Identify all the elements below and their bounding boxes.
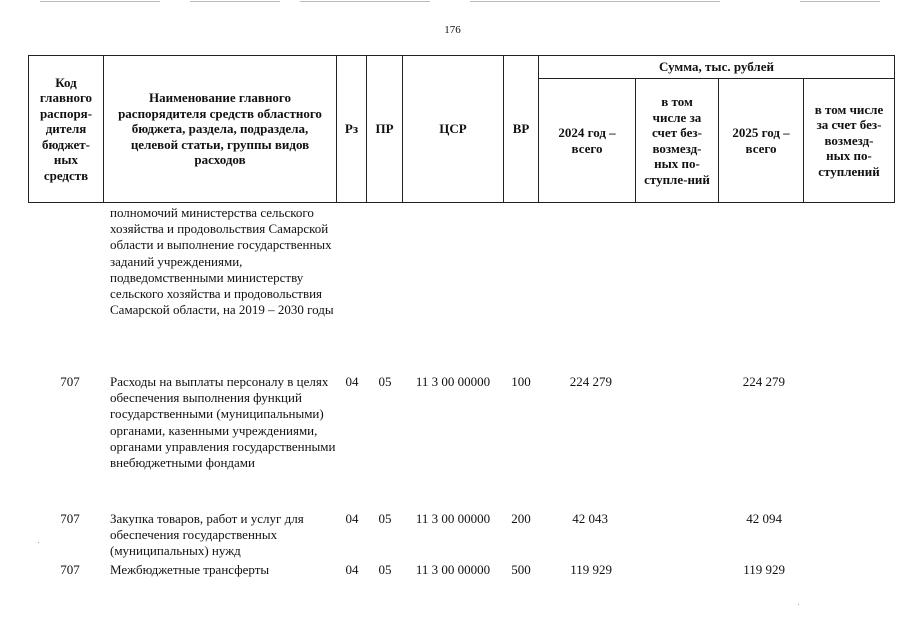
row-3-2025-total: 119 929 (743, 562, 785, 577)
row-1-name: Расходы на выплаты персоналу в целях обеспечения выполнения функций государственными (муниципальными) органами, казенными учреждениями, органами управления государственными внебюджетными фондами (110, 374, 336, 471)
header-csr: ЦСР (402, 55, 504, 203)
row-2-code: 707 (60, 511, 80, 526)
continuation-text: полномочий министерства сельского хозяйства и продовольствия Самарской области и выполнение государственных заданий учреждениями, подведомственными министерству сельского хозяйства и продовольствия Самарской области, на 2019 – 2030 годы (110, 205, 334, 318)
row-3-rz: 04 (345, 562, 359, 577)
row-1-2025-total: 224 279 (742, 374, 785, 389)
top-rule (470, 1, 720, 2)
row-3-csr: 11 3 00 00000 (415, 562, 491, 577)
header-code: Код главного распоря-дителя бюджет-ных средств (28, 55, 104, 203)
row-3-2024-total: 119 929 (570, 562, 612, 577)
page-number: 176 (444, 24, 461, 36)
header-rz: Рз (336, 55, 367, 203)
header-2024-total: 2024 год – всего (538, 78, 636, 203)
row-2-2025-total: 42 094 (746, 511, 782, 526)
header-2024-grants: в том числе за счет без-возмезд-ных по-ступле-ний (635, 78, 719, 203)
row-3-name: Межбюджетные трансферты (110, 562, 270, 577)
row-2-name: Закупка товаров, работ и услуг для обеспечения государственных (муниципальных) нужд (110, 511, 304, 559)
row-1-2024-total: 224 279 (569, 374, 612, 389)
row-3-pr: 05 (378, 562, 392, 577)
header-sum-group: Сумма, тыс. рублей (538, 55, 895, 79)
top-rule (800, 1, 880, 2)
header-vr: ВР (503, 55, 539, 203)
row-3-vr: 500 (511, 562, 531, 577)
row-2-pr: 05 (378, 511, 392, 526)
row-1-rz: 04 (345, 374, 359, 389)
top-rule (300, 1, 430, 2)
row-1-code: 707 (60, 374, 80, 389)
top-rule (190, 1, 280, 2)
scan-speck (38, 542, 39, 543)
row-3-code: 707 (60, 562, 80, 577)
row-2-2024-total: 42 043 (572, 511, 608, 526)
header-2025-total: 2025 год – всего (718, 78, 804, 203)
row-1-vr: 100 (511, 374, 531, 389)
row-2-csr: 11 3 00 00000 (415, 511, 491, 526)
row-2-vr: 200 (511, 511, 531, 526)
scan-speck (798, 604, 799, 605)
header-2025-grants: в том числе за счет без-возмезд-ных по-ступлений (803, 78, 895, 203)
top-rule (40, 1, 160, 2)
header-pr: ПР (366, 55, 403, 203)
row-1-pr: 05 (378, 374, 392, 389)
row-2-rz: 04 (345, 511, 359, 526)
header-name: Наименование главного распорядителя средств областного бюджета, раздела, подраздела, целевой статьи, группы видов расходов (103, 55, 337, 203)
row-1-csr: 11 3 00 00000 (415, 374, 491, 389)
